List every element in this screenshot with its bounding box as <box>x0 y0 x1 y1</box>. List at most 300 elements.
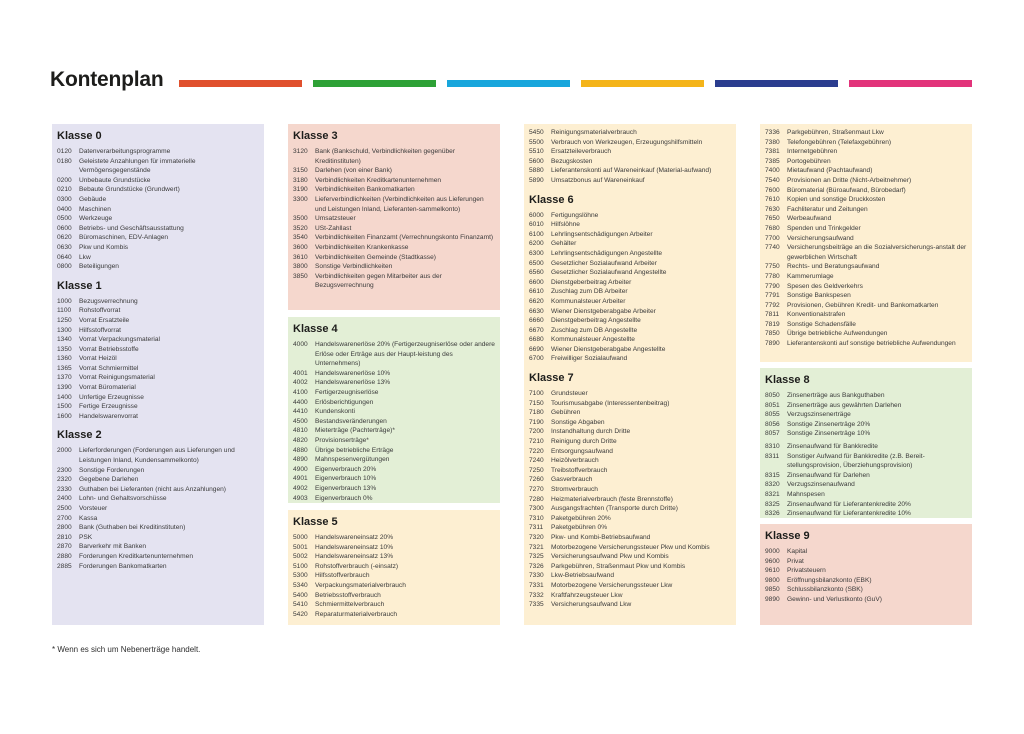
account-row <box>293 533 495 543</box>
account-number: 8325 <box>765 500 780 508</box>
account-number: 7791 <box>765 292 780 300</box>
account-row <box>57 383 259 393</box>
account-row <box>765 128 967 138</box>
account-name: Provisionserträge* <box>315 436 369 444</box>
account-name: Lehrlingsentschädigungen Arbeiter <box>551 230 653 238</box>
account-row <box>765 301 967 311</box>
account-name: Eigenverbrauch 0% <box>315 494 373 502</box>
account-row <box>529 552 731 562</box>
account-name: Werbeaufwand <box>787 215 832 223</box>
account-name: Lieferantenskonti auf sonstige betriebliche Aufwendungen <box>787 340 956 348</box>
account-name: Gebühren <box>551 409 581 417</box>
account-name: Zinsenaufwand für Lieferantenkredite 20% <box>787 500 911 508</box>
account-number: 7220 <box>529 447 544 455</box>
section-heading: Klasse 6 <box>529 193 574 206</box>
account-name: Sonstige Abgaben <box>551 418 605 426</box>
section-klasse-9 <box>765 530 967 605</box>
account-number: 5880 <box>529 167 544 175</box>
account-row <box>57 185 259 195</box>
account-row <box>57 335 259 345</box>
account-row <box>57 233 259 243</box>
account-number: 2885 <box>57 562 72 570</box>
account-number: 1100 <box>57 307 72 315</box>
account-name: Betriebsstoffverbrauch <box>315 591 381 599</box>
account-row <box>293 262 495 272</box>
account-number: 4400 <box>293 398 308 406</box>
account-row <box>529 475 731 485</box>
account-number: 1500 <box>57 403 72 411</box>
account-number: 7331 <box>529 581 544 589</box>
account-row <box>765 282 967 292</box>
account-row <box>293 166 495 176</box>
account-name: Mieterträge (Pachterträge)* <box>315 427 395 435</box>
account-name: Sonstige Bankspesen <box>787 292 851 300</box>
account-row <box>293 484 495 494</box>
account-name: Hilfslöhne <box>551 221 580 229</box>
account-number: 6660 <box>529 317 544 325</box>
account-number: 5450 <box>529 129 544 136</box>
account-number: 3520 <box>293 224 308 232</box>
account-row <box>529 345 731 355</box>
account-row <box>529 504 731 514</box>
account-number: 4002 <box>293 379 308 387</box>
account-number: 5000 <box>293 534 308 541</box>
account-name: Gasverbrauch <box>551 476 593 484</box>
account-row <box>765 429 967 438</box>
account-number: 3120 <box>293 148 308 155</box>
account-number: 1000 <box>57 297 72 305</box>
account-name: Gehälter <box>551 240 577 248</box>
account-name: Lieferforderungen (Forderungen aus Lieferungen und Leistungen Inland, Kundensammelkonto) <box>79 447 235 465</box>
account-row <box>529 239 731 249</box>
account-number: 4903 <box>293 494 308 502</box>
account-row <box>293 581 495 591</box>
account-name: Eigenverbrauch 20% <box>315 465 377 473</box>
account-row <box>529 456 731 466</box>
panel-klasse-8-cont <box>760 438 972 518</box>
account-row <box>57 354 259 364</box>
account-row <box>529 437 731 447</box>
account-name: Fachliteratur und Zeitungen <box>787 205 868 213</box>
panel-klasse-5-6-7 <box>524 124 736 625</box>
account-row <box>57 514 259 524</box>
account-name: Geleistete Anzahlungen für immaterielle Vermögensgegenstände <box>79 157 196 175</box>
account-number: 8311 <box>765 452 780 460</box>
account-number: 5001 <box>293 543 308 551</box>
account-name: Heizmaterialverbrauch (feste Brennstoffe) <box>551 495 673 503</box>
account-name: Wiener Dienstgeberabgabe Arbeiter <box>551 307 656 315</box>
account-number: 2810 <box>57 533 72 541</box>
account-number: 4890 <box>293 456 308 464</box>
account-row <box>529 259 731 269</box>
account-number: 7332 <box>529 591 544 599</box>
account-row <box>529 230 731 240</box>
account-name: Sonstige Forderungen <box>79 466 145 474</box>
account-name: Hilfsstoffverbrauch <box>315 572 370 580</box>
account-name: PSK <box>79 533 93 541</box>
account-name: Entsorgungsaufwand <box>551 447 613 455</box>
account-name: Handelswareneinsatz 20% <box>315 534 394 541</box>
account-number: 2320 <box>57 476 72 484</box>
account-number: 7610 <box>765 196 780 204</box>
account-row <box>57 393 259 403</box>
account-number: 0500 <box>57 215 72 223</box>
account-number: 5100 <box>293 562 308 570</box>
account-name: Unfertige Erzeugnisse <box>79 393 144 401</box>
section-klasse-8-cont <box>765 442 967 518</box>
account-row <box>765 157 967 167</box>
account-row <box>765 147 967 157</box>
panel-klasse-7-cont <box>760 124 972 362</box>
account-number: 9850 <box>765 586 780 594</box>
account-number: 1370 <box>57 374 72 382</box>
account-row <box>529 316 731 326</box>
account-row <box>765 186 967 196</box>
account-number: 7381 <box>765 148 780 156</box>
account-number: 2870 <box>57 543 72 551</box>
account-row <box>57 157 259 176</box>
account-number: 6670 <box>529 326 544 334</box>
account-row <box>529 211 731 221</box>
section-heading: Klasse 5 <box>293 516 338 528</box>
account-name: Rohstoffvorrat <box>79 307 121 315</box>
account-row <box>529 166 731 176</box>
account-number: 7190 <box>529 418 544 426</box>
account-name: Gebäude <box>79 195 107 203</box>
account-name: Ausgangsfrachten (Transporte durch Dritte) <box>551 505 678 513</box>
account-number: 1360 <box>57 355 72 363</box>
account-name: Erlösberichtigungen <box>315 398 374 406</box>
account-row <box>293 233 495 243</box>
account-row <box>57 373 259 383</box>
account-name: Handelswarenerlöse 20% (Fertigerzeugniserlöse oder andere Erlöse oder Erträge aus der Haupt-leistung des Unternehmens) <box>315 341 495 368</box>
account-name: Versicherungsbeiträge an die Sozialversicherungs-anstalt der gewerblichen Wirtschaft <box>787 244 967 261</box>
account-name: Ersatzteileverbrauch <box>551 148 612 156</box>
account-row <box>765 138 967 148</box>
account-name: Konventionalstrafen <box>787 311 846 319</box>
account-row <box>765 420 967 430</box>
section-heading: Klasse 7 <box>529 372 574 385</box>
account-row <box>293 378 495 388</box>
account-name: Stromverbrauch <box>551 486 598 493</box>
account-number: 6680 <box>529 336 544 344</box>
account-row <box>57 195 259 205</box>
account-row <box>293 340 495 369</box>
account-name: Lkw <box>79 253 91 261</box>
account-row <box>293 610 495 620</box>
account-row <box>57 412 259 422</box>
account-number: 6300 <box>529 249 544 257</box>
account-name: Reinigung durch Dritte <box>551 438 617 446</box>
account-name: Verbindlichkeiten Bankomatkarten <box>315 186 415 194</box>
account-row <box>765 452 967 471</box>
account-row <box>293 426 495 436</box>
account-row <box>529 128 731 138</box>
account-number: 7700 <box>765 234 780 242</box>
account-name: Rechts- und Beratungsaufwand <box>787 263 880 271</box>
account-name: Kommunalsteuer Angestellte <box>551 336 635 344</box>
account-number: 7750 <box>765 263 780 271</box>
account-number: 0630 <box>57 243 72 251</box>
account-number: 6000 <box>529 211 544 219</box>
account-number: 7200 <box>529 428 544 436</box>
account-name: Spesen des Geldverkehrs <box>787 282 863 290</box>
account-name: Schlussbilanzkonto (SBK) <box>787 586 863 594</box>
account-row <box>529 307 731 317</box>
account-row <box>529 562 731 572</box>
account-name: Zuschlag zum DB Arbeiter <box>551 288 628 296</box>
account-name: Motorbezogene Versicherungssteuer Pkw und Kombis <box>551 543 710 551</box>
account-row <box>765 272 967 282</box>
account-name: Privat <box>787 557 804 565</box>
account-name: Lieferantenskonti auf Wareneinkauf (Material-aufwand) <box>551 167 712 175</box>
account-row <box>57 297 259 307</box>
stripe-yellow <box>581 80 704 87</box>
account-name: Fertigungslöhne <box>551 211 599 219</box>
account-name: Vorsteuer <box>79 505 108 512</box>
account-name: Lohn- und Gehaltsvorschüsse <box>79 495 167 503</box>
account-name: Verbindlichkeiten Kreditkartenunternehmen <box>315 176 442 184</box>
account-number: 4000 <box>293 341 308 348</box>
account-number: 3600 <box>293 243 308 251</box>
account-row <box>293 417 495 427</box>
account-name: Forderungen Kreditkartenunternehmen <box>79 552 193 560</box>
account-number: 7311 <box>529 524 544 532</box>
account-number: 7240 <box>529 457 544 465</box>
account-row <box>529 147 731 157</box>
account-number: 3850 <box>293 272 308 280</box>
account-row <box>529 389 731 399</box>
account-name: Telefongebühren (Telefaxgebühren) <box>787 138 892 146</box>
account-name: Sonstige Zinsenerträge 10% <box>787 430 871 438</box>
account-row <box>529 523 731 533</box>
account-row <box>293 455 495 465</box>
account-row <box>293 446 495 456</box>
section-klasse-2 <box>57 429 259 571</box>
account-name: Werkzeuge <box>79 215 113 223</box>
account-name: Bestandsveränderungen <box>315 417 387 425</box>
account-row <box>765 585 967 595</box>
account-name: Verbindlichkeiten gegen Mitarbeiter aus der Bezugsverrechnung <box>315 272 442 290</box>
account-name: Verpackungsmaterialverbrauch <box>315 581 406 589</box>
account-name: Bank (Bankschuld, Verbindlichkeiten gegenüber Kreditinstituten) <box>315 148 456 165</box>
footnote: * Wenn es sich um Nebenerträge handelt. <box>52 645 201 654</box>
account-name: Paketgebühren 20% <box>551 514 611 522</box>
account-name: Umsatzbonus auf Wareneinkauf <box>551 176 645 184</box>
account-name: Zinsenerträge aus gewährten Darlehen <box>787 401 902 409</box>
account-number: 7792 <box>765 301 780 309</box>
account-row <box>529 249 731 259</box>
account-row <box>529 335 731 345</box>
account-number: 7336 <box>765 129 780 136</box>
account-name: Reparaturmaterialverbrauch <box>315 610 398 618</box>
account-row <box>529 514 731 524</box>
account-number: 7740 <box>765 244 780 252</box>
account-name: Verbrauch von Werkzeugen, Erzeugungshilfsmitteln <box>551 138 703 146</box>
account-number: 6500 <box>529 259 544 267</box>
account-row <box>57 475 259 485</box>
page-title: Kontenplan <box>50 68 164 91</box>
account-number: 2000 <box>57 447 72 455</box>
account-row <box>57 562 259 572</box>
account-name: Rohstoffverbrauch (-einsatz) <box>315 562 399 570</box>
account-number: 3800 <box>293 263 308 271</box>
account-number: 0620 <box>57 234 72 242</box>
account-number: 3190 <box>293 186 308 194</box>
account-number: 0300 <box>57 195 72 203</box>
account-name: Lehrlingsentschädigungen Angestellte <box>551 249 663 257</box>
account-row <box>57 147 259 157</box>
account-number: 1600 <box>57 412 72 420</box>
account-name: Provisionen, Gebühren Kredit- und Bankomatkarten <box>787 301 939 309</box>
account-row <box>57 446 259 465</box>
account-row <box>57 243 259 253</box>
account-name: Treibstoffverbrauch <box>551 466 608 474</box>
account-row <box>293 147 495 166</box>
account-name: Lkw-Betriebsaufwand <box>551 572 615 580</box>
account-number: 7790 <box>765 282 780 290</box>
account-name: Vorrat Betriebsstoffe <box>79 345 139 353</box>
account-number: 2800 <box>57 524 72 532</box>
account-row <box>529 581 731 591</box>
account-number: 7210 <box>529 438 544 446</box>
account-row <box>765 500 967 510</box>
account-number: 7310 <box>529 514 544 522</box>
account-row <box>765 339 967 349</box>
account-number: 7260 <box>529 476 544 484</box>
account-row <box>293 369 495 379</box>
account-name: Mietaufwand (Pachtaufwand) <box>787 167 873 175</box>
section-klasse-5-cont <box>529 128 731 186</box>
account-row <box>293 185 495 195</box>
account-name: Barverkehr mit Banken <box>79 543 147 551</box>
account-number: 7630 <box>765 205 780 213</box>
account-name: Mahnspesenvergütungen <box>315 456 390 464</box>
account-number: 7300 <box>529 505 544 513</box>
account-name: Privatsteuern <box>787 567 826 575</box>
account-name: Kassa <box>79 514 98 522</box>
account-name: Hilfsstoffvorrat <box>79 326 122 334</box>
account-number: 8310 <box>765 443 780 450</box>
panel-klasse-5 <box>288 510 500 625</box>
account-name: Sonstige Verbindlichkeiten <box>315 263 393 271</box>
panel-klasse-9 <box>760 524 972 625</box>
account-number: 6610 <box>529 288 544 296</box>
stripe-blue <box>447 80 570 87</box>
account-row <box>529 591 731 601</box>
section-klasse-5 <box>293 516 495 619</box>
account-row <box>57 253 259 263</box>
account-row <box>529 485 731 495</box>
account-row <box>765 490 967 500</box>
account-name: Bebaute Grundstücke (Grundwert) <box>79 186 180 194</box>
account-number: 7320 <box>529 533 544 541</box>
account-name: Schmiermittelverbrauch <box>315 601 385 609</box>
account-number: 7650 <box>765 215 780 223</box>
account-row <box>529 287 731 297</box>
account-row <box>765 195 967 205</box>
account-number: 7380 <box>765 138 780 146</box>
account-number: 0640 <box>57 253 72 261</box>
section-heading: Klasse 9 <box>765 530 810 542</box>
account-name: Kopien und sonstige Druckkosten <box>787 196 886 204</box>
account-name: Büromaschinen, EDV-Anlagen <box>79 234 169 242</box>
section-heading: Klasse 8 <box>765 374 810 386</box>
account-name: Bezugskosten <box>551 157 593 165</box>
account-row <box>293 571 495 581</box>
stripe-green <box>313 80 436 87</box>
account-row <box>293 195 495 214</box>
account-number: 0600 <box>57 224 72 232</box>
account-name: Umsatzsteuer <box>315 215 356 223</box>
account-number: 0120 <box>57 148 72 155</box>
account-row <box>765 224 967 234</box>
account-row <box>529 571 731 581</box>
account-number: 7680 <box>765 224 780 232</box>
account-name: USt-Zahllast <box>315 224 352 232</box>
account-name: Beteiligungen <box>79 263 119 271</box>
account-number: 7600 <box>765 186 780 194</box>
account-number: 0200 <box>57 176 72 184</box>
account-name: Versicherungsaufwand <box>787 234 854 242</box>
account-name: Verbindlichkeiten Gemeinde (Stadtkasse) <box>315 253 436 261</box>
account-number: 3540 <box>293 234 308 242</box>
account-name: Spenden und Trinkgelder <box>787 224 861 232</box>
account-name: Handelswareneinsatz 10% <box>315 543 394 551</box>
account-number: 1365 <box>57 364 72 372</box>
account-name: Parkgebühren, Straßenmaut Pkw und Kombis <box>551 562 686 570</box>
account-row <box>529 447 731 457</box>
account-number: 5420 <box>293 610 308 618</box>
account-name: Handelswarenerlöse 10% <box>315 369 391 377</box>
account-number: 1350 <box>57 345 72 353</box>
account-number: 4900 <box>293 465 308 473</box>
account-row <box>57 494 259 504</box>
account-number: 5890 <box>529 176 544 184</box>
account-number: 8051 <box>765 401 780 409</box>
account-row <box>293 398 495 408</box>
account-number: 2400 <box>57 495 72 503</box>
account-row <box>765 557 967 567</box>
account-name: Sonstige Zinsenerträge 20% <box>787 420 871 428</box>
account-name: Sonstiger Aufwand für Bankkredite (z.B. Bereit-stellungsprovision, Überziehungsprovision) <box>787 452 925 470</box>
account-number: 6600 <box>529 278 544 286</box>
account-number: 9600 <box>765 557 780 565</box>
account-name: Vorrat Ersatzteile <box>79 316 130 324</box>
account-number: 7270 <box>529 486 544 493</box>
account-row <box>765 410 967 420</box>
account-number: 8326 <box>765 510 780 518</box>
account-row <box>293 224 495 234</box>
account-row <box>293 474 495 484</box>
account-row <box>765 291 967 301</box>
account-row <box>529 157 731 167</box>
account-row <box>529 495 731 505</box>
account-number: 9000 <box>765 548 780 555</box>
account-row <box>57 224 259 234</box>
account-number: 8050 <box>765 392 780 399</box>
account-name: Unbebaute Grundstücke <box>79 176 151 184</box>
account-name: Übrige betriebliche Erträge <box>315 446 394 454</box>
account-row <box>293 494 495 504</box>
account-name: Handelswarenvorrat <box>79 412 139 420</box>
account-number: 7540 <box>765 176 780 184</box>
account-row <box>765 566 967 576</box>
account-number: 1300 <box>57 326 72 334</box>
account-row <box>529 268 731 278</box>
account-name: Zinsenaufwand für Darlehen <box>787 471 870 479</box>
section-klasse-7-cont <box>765 128 967 349</box>
